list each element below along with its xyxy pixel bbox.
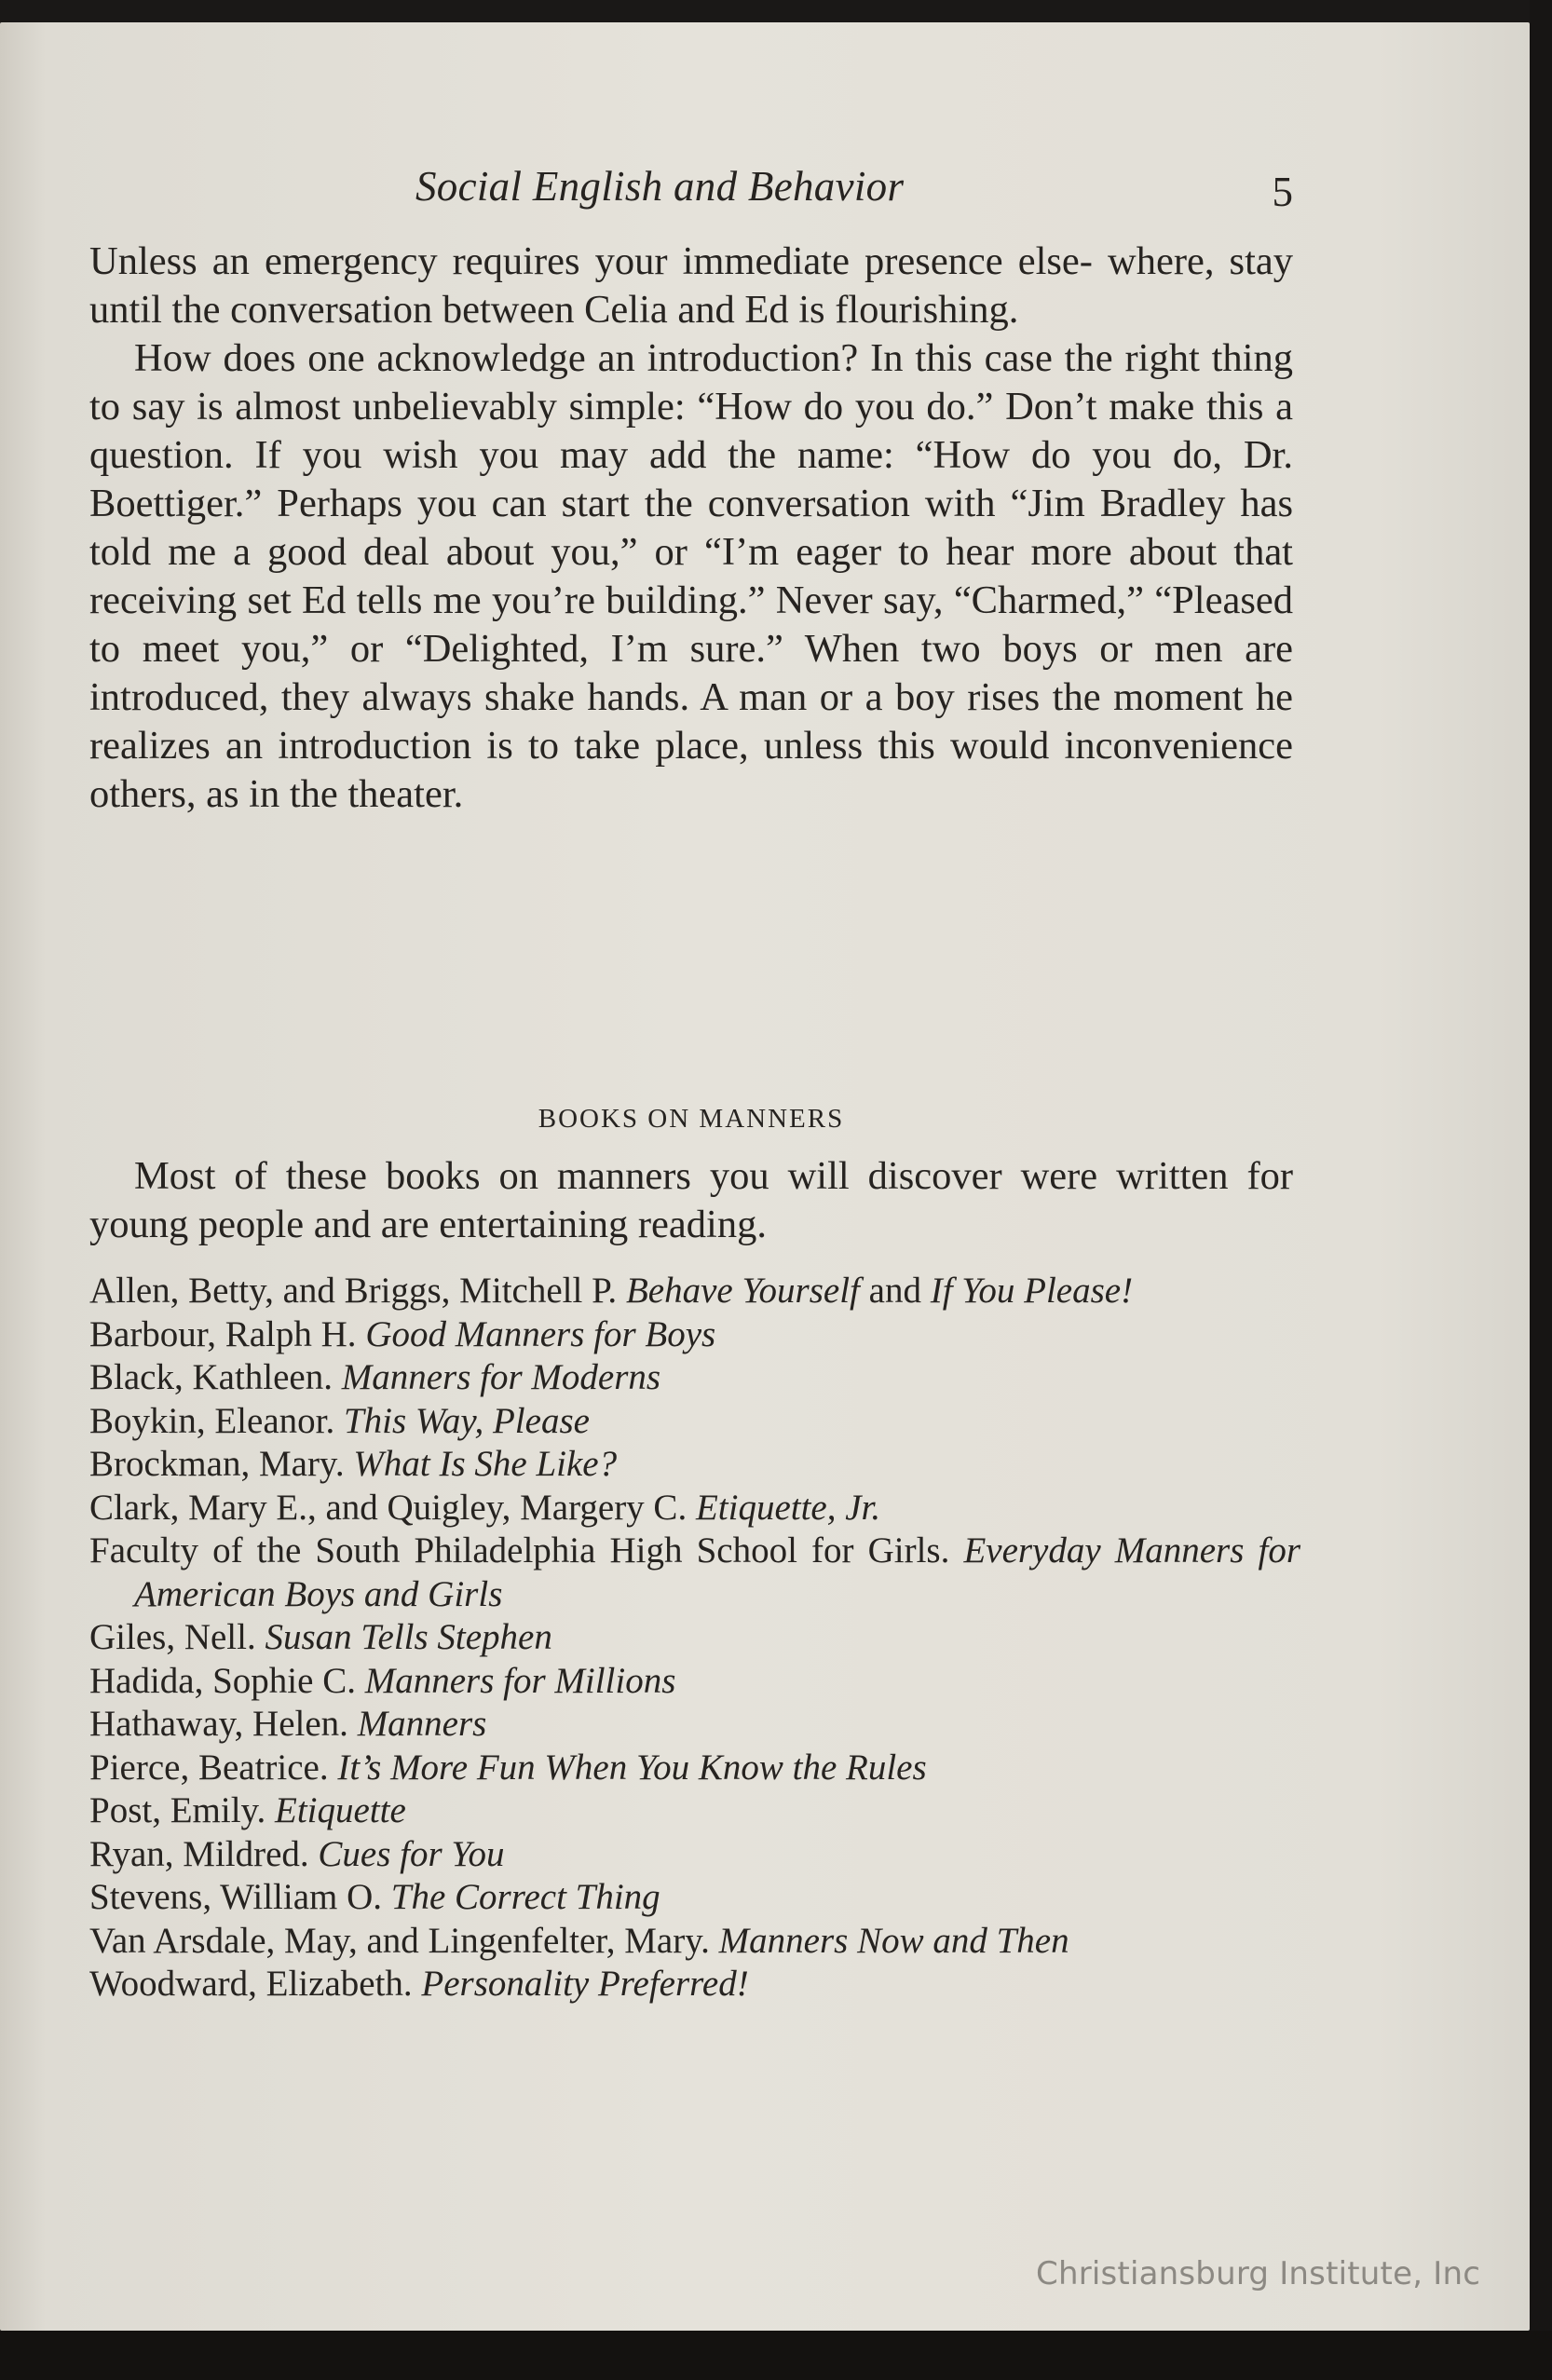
book-author: Brockman, Mary. [89,1444,345,1484]
book-author: Post, Emily. [89,1790,266,1830]
book-entry [89,1313,1300,1357]
book-entry [89,1920,1300,1964]
book-author: Stevens, William O. [89,1877,383,1917]
book-entry [89,1356,1300,1400]
book-author: Hathaway, Helen. [89,1704,348,1744]
book-title: Personality Preferred! [421,1964,749,2004]
book-title: Manners for Moderns [341,1357,661,1397]
scan-border-right [1530,0,1552,2380]
book-author: Hadida, Sophie C. [89,1660,356,1701]
title-connector: and [868,1271,921,1311]
book-title: This Way, Please [343,1400,590,1441]
book-title: Etiquette, Jr. [695,1487,881,1528]
watermark: Christiansburg Institute, Inc [1036,2255,1481,2292]
book-author: Woodward, Elizabeth. [89,1964,413,2004]
book-entry [89,1747,1300,1790]
book-entry [89,1530,1300,1616]
book-entry [89,1703,1300,1747]
book-entry [89,1443,1300,1487]
book-author: Pierce, Beatrice. [89,1747,329,1788]
book-title: Manners [357,1704,487,1744]
book-entry [89,1876,1300,1920]
paragraph: How does one acknowledge an introduction? In this case the right thing to say is almost unbelievably simple: “How do you do.” Don’t make this a question. If you wish you may add the name: “How do you do, Dr. Boettiger.” Perhaps you can start the conversation with “Jim Bradley has told me a good deal about you,” or “I’m eager to hear more about that receiving set Ed tells me you’re building.” Never say, “Charmed,” “Pleased to meet you,” or “Delighted, I’m sure.” When two boys or men are introduced, they always shake hands. A man or a boy rises the moment he realizes an introduction is to take place, unless this would inconvenience others, as in the theater. [89,336,1293,816]
section-intro: Most of these books on manners you will discover were written for young people and are entertaining reading. [89,1154,1293,1246]
book-author: Boykin, Eleanor. [89,1400,335,1441]
book-title: Good Manners for Boys [365,1313,716,1354]
book-title: Behave Yourself [625,1271,860,1311]
scan-border-top [0,0,1552,24]
book-title: Everyday Manners for American Boys and Girls [134,1530,1301,1614]
book-entry [89,1789,1300,1833]
paragraph: Unless an emergency requires your immediate presence else- where, stay until the conversation between Celia and Ed is flourishing. [89,239,1293,332]
book-author: Van Arsdale, May, and Lingenfelter, Mary. [89,1920,710,1961]
book-entry [89,1833,1300,1877]
scan-border-bottom [0,2331,1552,2380]
book-list [89,1270,1300,2006]
running-head-title: Social English and Behavior [415,163,905,210]
book-author: Clark, Mary E., and Quigley, Margery C. [89,1487,688,1528]
book-title: Etiquette [275,1790,406,1830]
section-heading: BOOKS ON MANNERS [538,1104,845,1134]
book-author: Ryan, Mildred. [89,1833,309,1874]
book-entry [89,1660,1300,1704]
book-author: Black, Kathleen. [89,1357,333,1397]
book-entry [89,1400,1300,1444]
book-title: Cues for You [318,1833,505,1874]
book-entry [89,1270,1300,1313]
book-entry [89,1487,1300,1530]
book-title: The Correct Thing [390,1877,660,1917]
page-number: 5 [1272,169,1293,215]
book-author: Faculty of the South Philadelphia High School for Girls. [89,1530,950,1571]
book-title: Susan Tells Stephen [265,1617,552,1657]
book-title: What Is She Like? [353,1444,618,1484]
book-author: Giles, Nell. [89,1617,256,1657]
book-entry [89,1963,1300,2006]
book-title: If You Please! [930,1271,1134,1311]
book-title: Manners for Millions [364,1660,676,1701]
book-author: Allen, Betty, and Briggs, Mitchell P. [89,1271,618,1311]
body-text [89,238,1293,819]
book-title: Manners Now and Then [718,1920,1069,1961]
book-author: Barbour, Ralph H. [89,1313,357,1354]
book-title: It’s More Fun When You Know the Rules [337,1747,927,1788]
book-entry [89,1616,1300,1660]
